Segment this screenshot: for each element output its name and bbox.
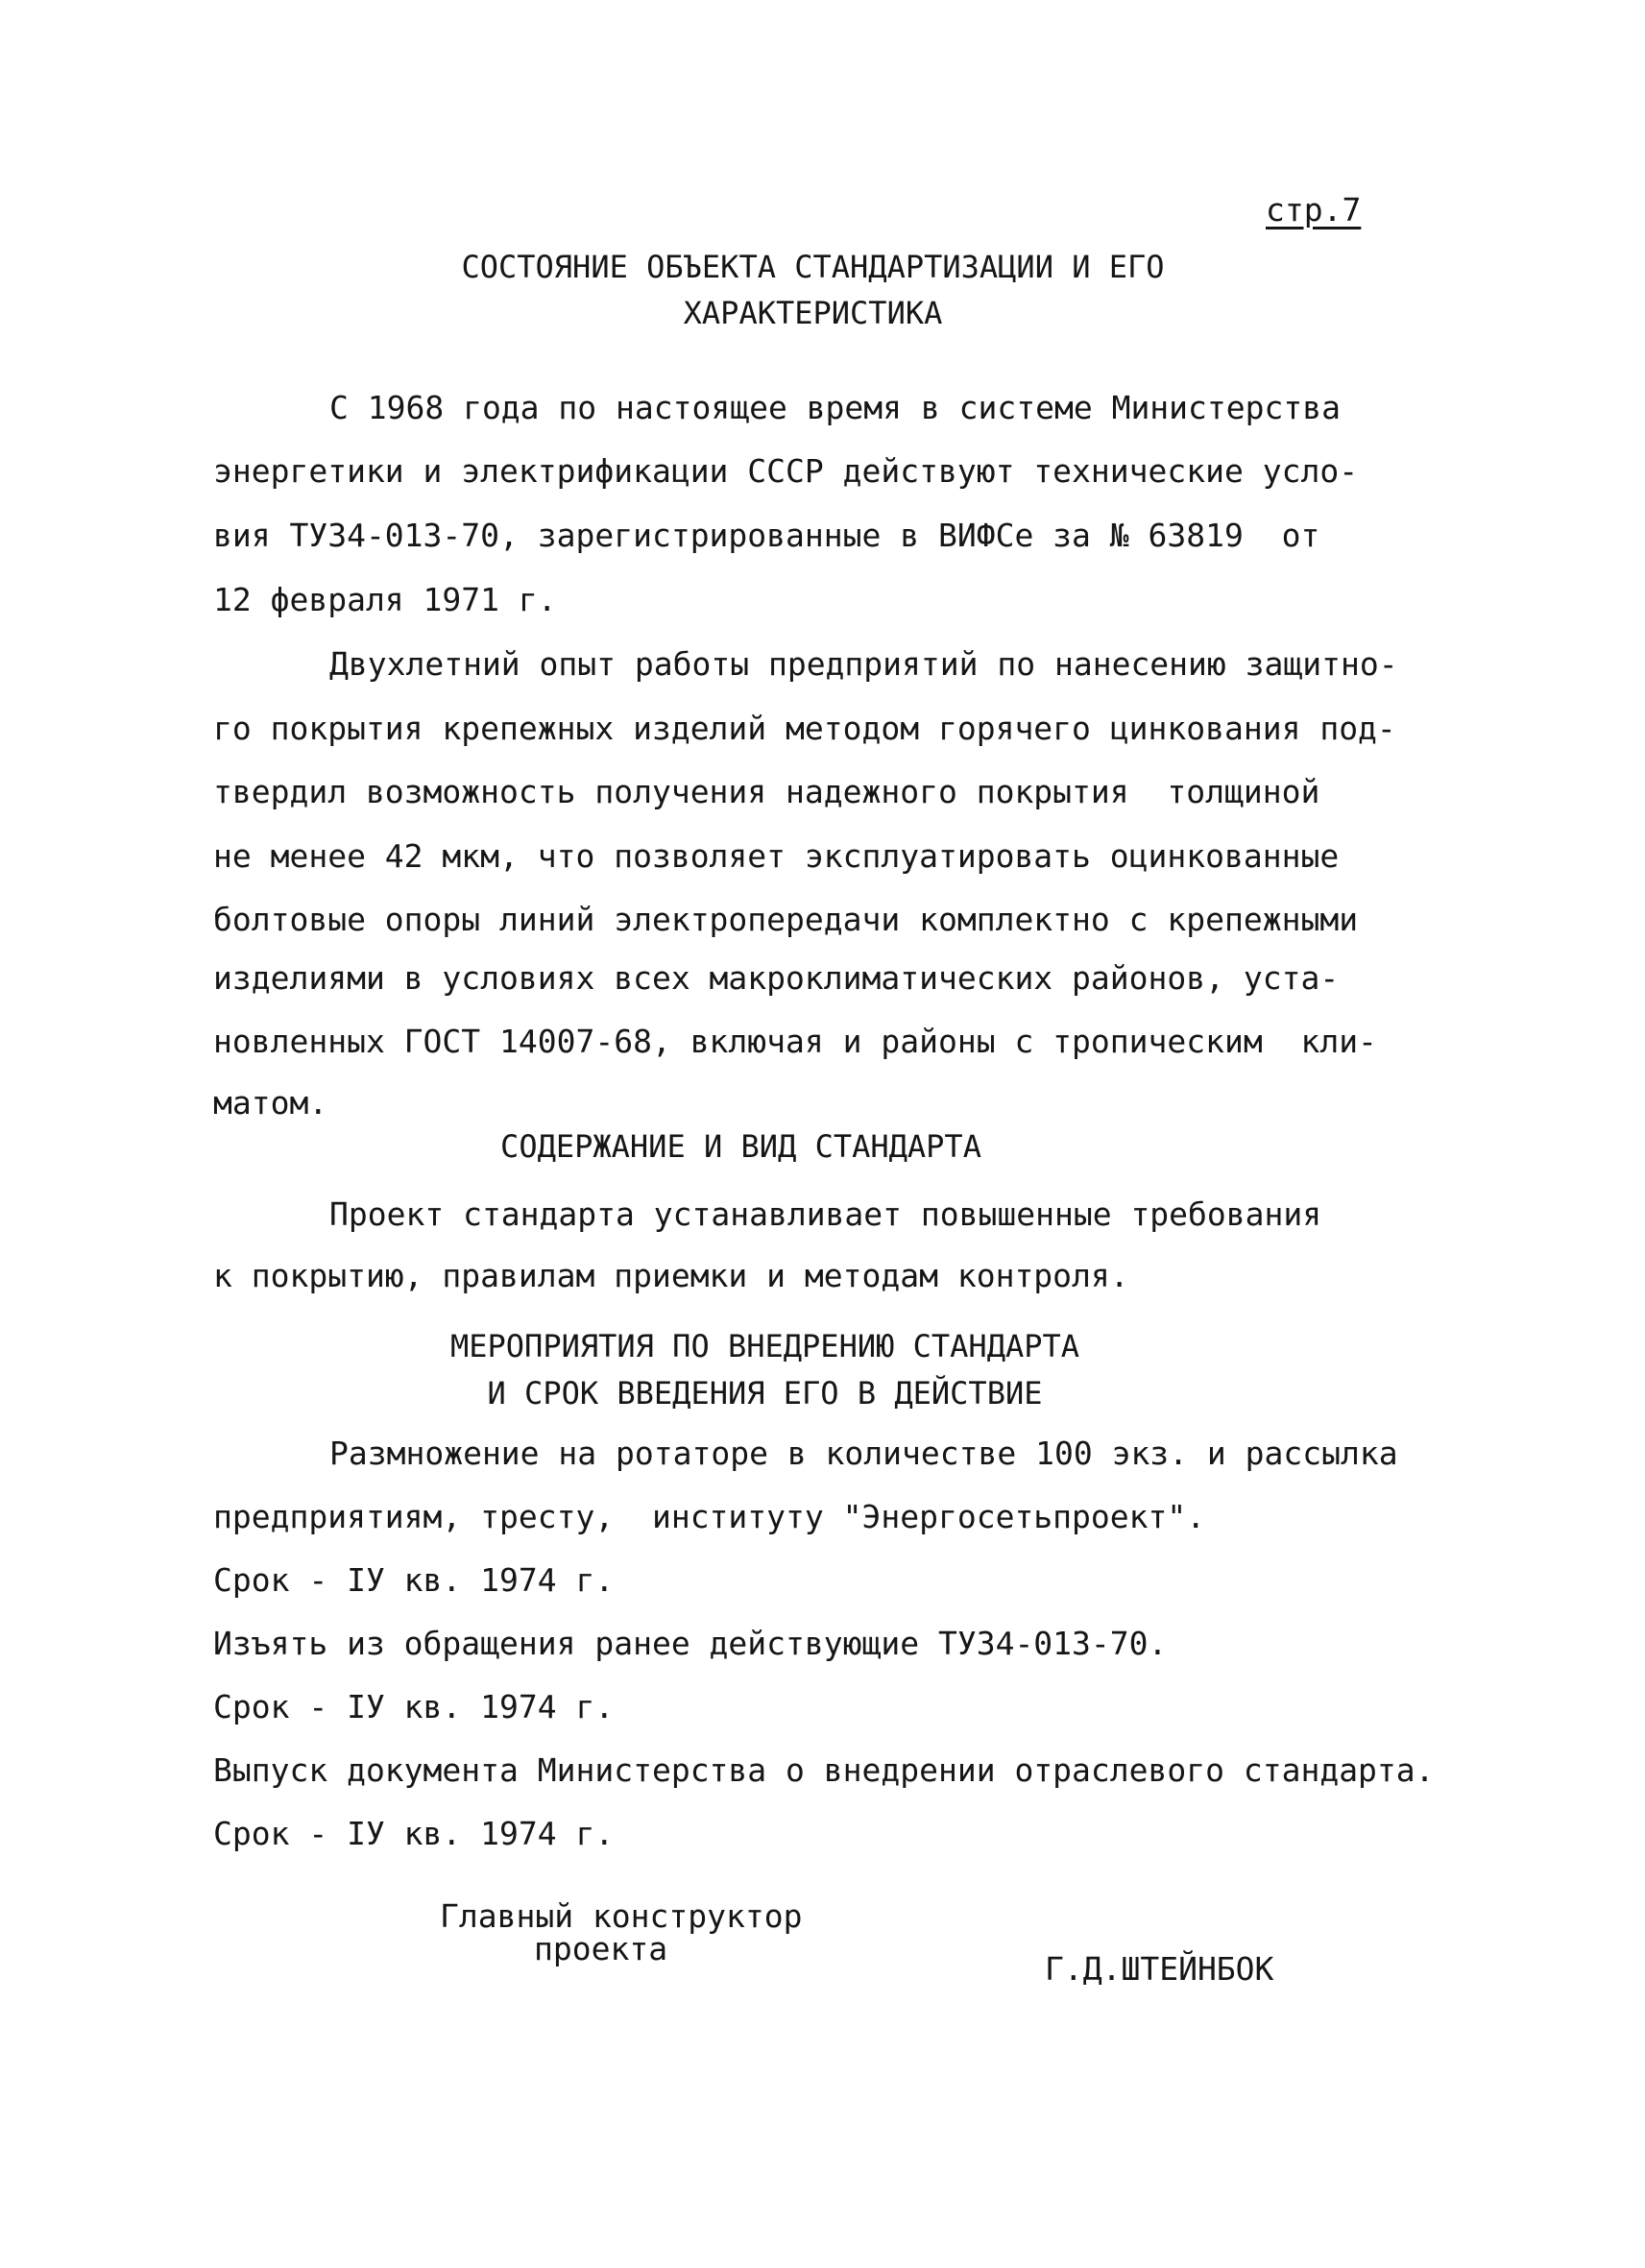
paragraph1-line: вия ТУ34-013-70, зарегистрированные в ВИФСе за № 63819 от — [213, 517, 1320, 554]
section3-title-line2: И СРОК ВВЕДЕНИЯ ЕГО В ДЕЙСТВИЕ — [487, 1375, 1043, 1411]
page-number: стр.7 — [1266, 191, 1362, 229]
paragraph2-line: Двухлетний опыт работы предприятий по нанесению защитно- — [329, 645, 1398, 683]
section3-line: Размножение на ротаторе в количестве 100 экз. и рассылка — [329, 1435, 1398, 1472]
section2-line: к покрытию, правилам приемки и методам контроля. — [213, 1257, 1129, 1294]
section3-line: Изъять из обращения ранее действующие ТУ34-013-70. — [213, 1625, 1168, 1662]
paragraph1-line: С 1968 года по настоящее время в системе Министерства — [329, 389, 1341, 426]
section3-line: предприятиям, тресту, институту "Энергосетьпроект". — [213, 1498, 1206, 1535]
section1-title-line2: ХАРАКТЕРИСТИКА — [683, 295, 943, 331]
signatory-name: Г.Д.ШТЕЙНБОК — [1045, 1950, 1274, 1988]
deadline-line: Срок - IУ кв. 1974 г. — [213, 1688, 615, 1725]
deadline-line: Срок - IУ кв. 1974 г. — [213, 1561, 615, 1599]
section1-title-line1: СОСТОЯНИЕ ОБЪЕКТА СТАНДАРТИЗАЦИИ И ЕГО — [461, 249, 1165, 285]
deadline-line: Срок - IУ кв. 1974 г. — [213, 1815, 615, 1852]
paragraph2-line: не менее 42 мкм, что позволяет эксплуатировать оцинкованные — [213, 837, 1340, 875]
paragraph2-line: болтовые опоры линий электропередачи комплектно с крепежными — [213, 901, 1359, 938]
paragraph2-line: новленных ГОСТ 14007-68, включая и районы с тропическим кли- — [213, 1023, 1377, 1060]
paragraph2-line: го покрытия крепежных изделий методом горячего цинкования под- — [213, 710, 1396, 747]
section3-title-line1: МЕРОПРИЯТИЯ ПО ВНЕДРЕНИЮ СТАНДАРТА — [449, 1328, 1080, 1364]
section2-title: СОДЕРЖАНИЕ И ВИД СТАНДАРТА — [500, 1128, 981, 1165]
signatory-title-line2: проекта — [534, 1930, 668, 1967]
paragraph2-line: матом. — [213, 1084, 328, 1122]
paragraph2-line: твердил возможность получения надежного покрытия толщиной — [213, 773, 1320, 810]
paragraph2-line: изделиями в условиях всех макроклиматических районов, уста- — [213, 959, 1340, 997]
section2-line: Проект стандарта устанавливает повышенные требования — [329, 1195, 1322, 1233]
section3-line: Выпуск документа Министерства о внедрении отраслевого стандарта. — [213, 1751, 1435, 1789]
signatory-title-line1: Главный конструктор — [440, 1897, 803, 1935]
paragraph1-line: 12 февраля 1971 г. — [213, 581, 557, 618]
paragraph1-line: энергетики и электрификации СССР действуют технические усло- — [213, 452, 1359, 490]
